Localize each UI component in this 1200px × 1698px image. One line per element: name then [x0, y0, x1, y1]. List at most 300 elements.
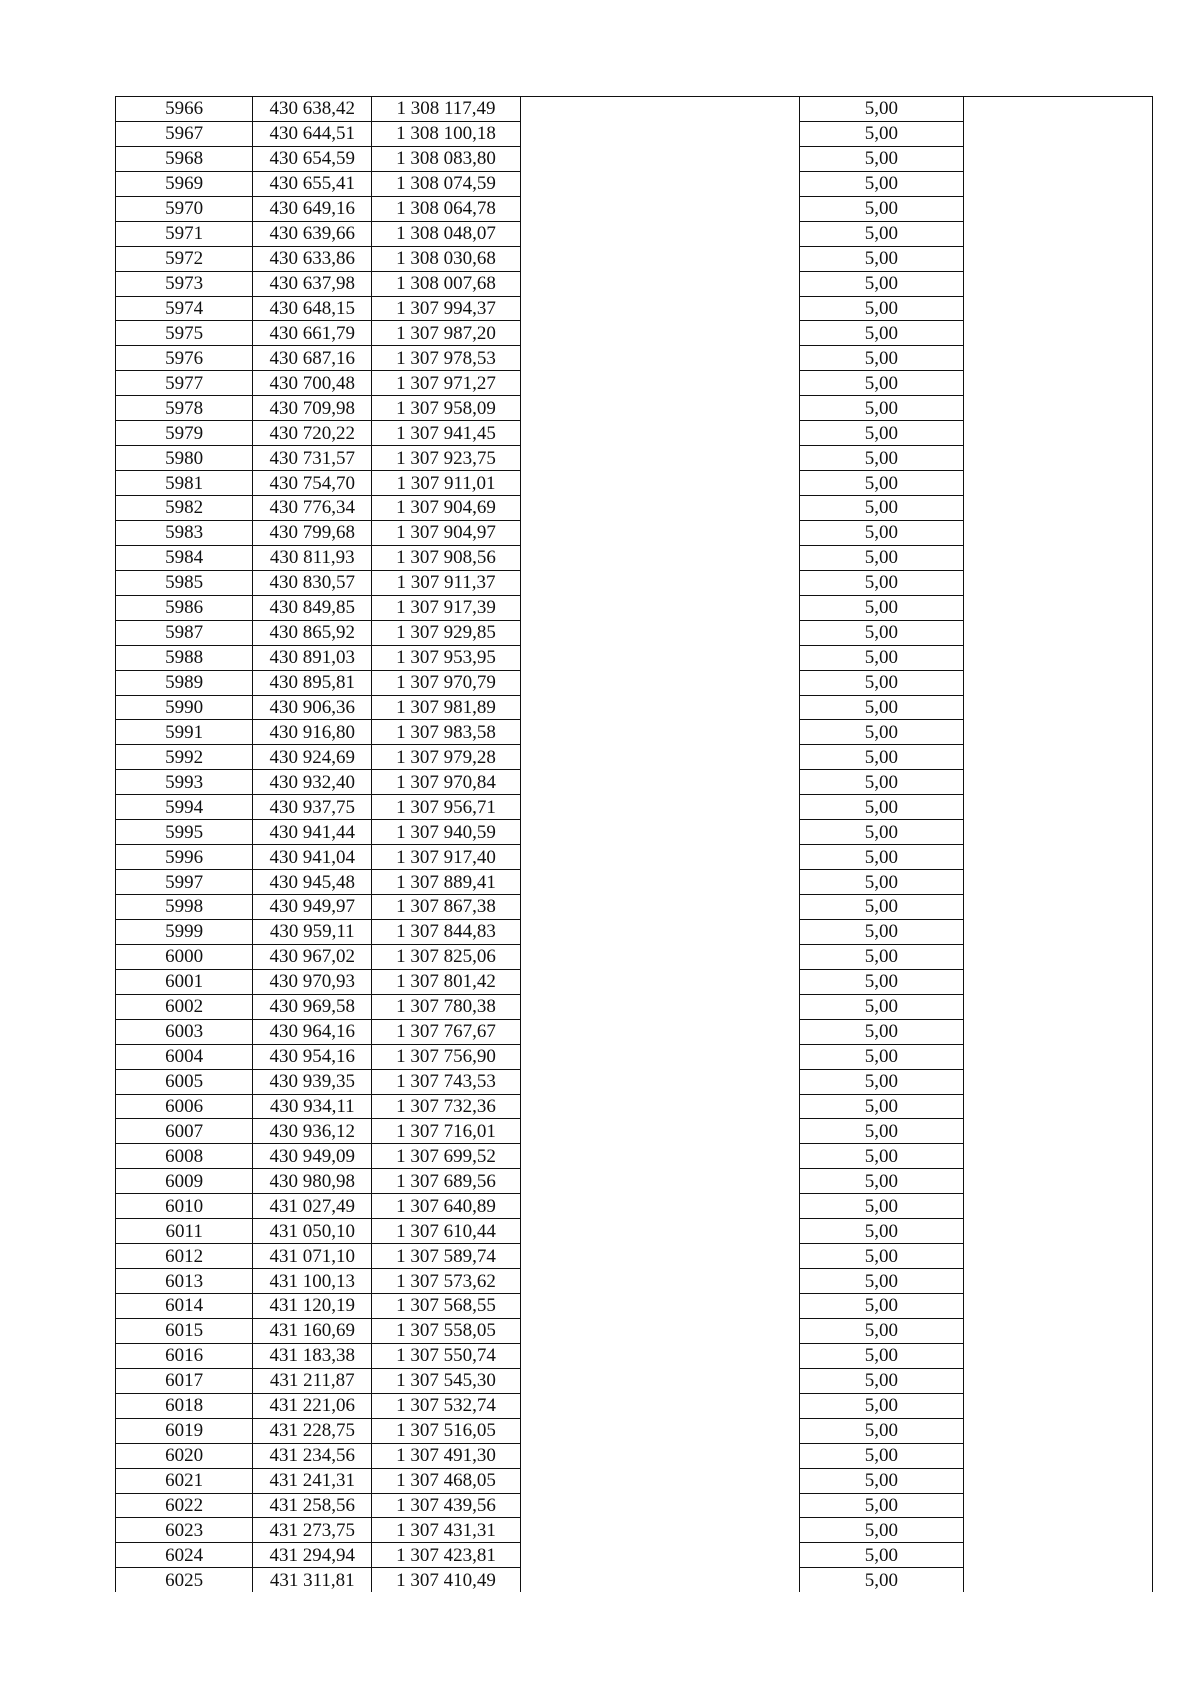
blank-cell — [963, 1543, 1152, 1568]
blank-cell — [520, 994, 799, 1019]
table-row — [116, 895, 1153, 920]
value-cell: 5,00 — [799, 795, 963, 820]
x-coordinate-cell: 430 891,03 — [253, 645, 372, 670]
blank-cell — [963, 1069, 1152, 1094]
y-coordinate-cell: 1 307 825,06 — [372, 944, 521, 969]
x-coordinate-cell: 430 906,36 — [253, 695, 372, 720]
blank-cell — [520, 1194, 799, 1219]
table-row — [116, 221, 1153, 246]
blank-cell — [520, 271, 799, 296]
table-row — [116, 620, 1153, 645]
y-coordinate-cell: 1 307 956,71 — [372, 795, 521, 820]
y-coordinate-cell: 1 307 904,69 — [372, 496, 521, 521]
point-number-cell: 6009 — [116, 1169, 253, 1194]
y-coordinate-cell: 1 308 030,68 — [372, 246, 521, 271]
y-coordinate-cell: 1 307 979,28 — [372, 745, 521, 770]
table-row — [116, 1543, 1153, 1568]
blank-cell — [520, 695, 799, 720]
value-cell: 5,00 — [799, 396, 963, 421]
x-coordinate-cell: 430 945,48 — [253, 870, 372, 895]
point-number-cell: 5967 — [116, 121, 253, 146]
value-cell: 5,00 — [799, 1294, 963, 1319]
x-coordinate-cell: 430 959,11 — [253, 919, 372, 944]
table-row — [116, 1493, 1153, 1518]
x-coordinate-cell: 431 273,75 — [253, 1518, 372, 1543]
blank-cell — [520, 296, 799, 321]
blank-cell — [520, 1543, 799, 1568]
point-number-cell: 5977 — [116, 371, 253, 396]
blank-cell — [520, 1069, 799, 1094]
point-number-cell: 5973 — [116, 271, 253, 296]
blank-cell — [963, 1318, 1152, 1343]
x-coordinate-cell: 430 849,85 — [253, 595, 372, 620]
blank-cell — [963, 994, 1152, 1019]
table-row — [116, 1169, 1153, 1194]
point-number-cell: 5995 — [116, 820, 253, 845]
y-coordinate-cell: 1 307 699,52 — [372, 1144, 521, 1169]
table-row — [116, 845, 1153, 870]
blank-cell — [963, 346, 1152, 371]
value-cell: 5,00 — [799, 346, 963, 371]
blank-cell — [520, 146, 799, 171]
y-coordinate-cell: 1 307 978,53 — [372, 346, 521, 371]
point-number-cell: 5996 — [116, 845, 253, 870]
blank-cell — [520, 845, 799, 870]
value-cell: 5,00 — [799, 496, 963, 521]
table-row — [116, 321, 1153, 346]
y-coordinate-cell: 1 307 439,56 — [372, 1493, 521, 1518]
blank-cell — [520, 745, 799, 770]
blank-cell — [963, 545, 1152, 570]
x-coordinate-cell: 430 916,80 — [253, 720, 372, 745]
y-coordinate-cell: 1 307 767,67 — [372, 1019, 521, 1044]
blank-cell — [963, 471, 1152, 496]
point-number-cell: 5979 — [116, 421, 253, 446]
table-row — [116, 296, 1153, 321]
blank-cell — [963, 1418, 1152, 1443]
point-number-cell: 5971 — [116, 221, 253, 246]
table-row — [116, 246, 1153, 271]
y-coordinate-cell: 1 307 610,44 — [372, 1219, 521, 1244]
table-row — [116, 1144, 1153, 1169]
blank-cell — [963, 1194, 1152, 1219]
value-cell: 5,00 — [799, 1219, 963, 1244]
blank-cell — [520, 1119, 799, 1144]
blank-cell — [520, 770, 799, 795]
value-cell: 5,00 — [799, 620, 963, 645]
value-cell: 5,00 — [799, 1318, 963, 1343]
table-row — [116, 1318, 1153, 1343]
value-cell: 5,00 — [799, 870, 963, 895]
x-coordinate-cell: 431 160,69 — [253, 1318, 372, 1343]
value-cell: 5,00 — [799, 1269, 963, 1294]
table-row — [116, 1294, 1153, 1319]
x-coordinate-cell: 430 709,98 — [253, 396, 372, 421]
y-coordinate-cell: 1 307 545,30 — [372, 1368, 521, 1393]
value-cell: 5,00 — [799, 520, 963, 545]
point-number-cell: 6014 — [116, 1294, 253, 1319]
blank-cell — [520, 1144, 799, 1169]
blank-cell — [963, 146, 1152, 171]
blank-cell — [520, 1244, 799, 1269]
y-coordinate-cell: 1 307 716,01 — [372, 1119, 521, 1144]
value-cell: 5,00 — [799, 770, 963, 795]
y-coordinate-cell: 1 307 640,89 — [372, 1194, 521, 1219]
blank-cell — [963, 1144, 1152, 1169]
blank-cell — [963, 1368, 1152, 1393]
y-coordinate-cell: 1 307 516,05 — [372, 1418, 521, 1443]
point-number-cell: 5980 — [116, 446, 253, 471]
point-number-cell: 5999 — [116, 919, 253, 944]
y-coordinate-cell: 1 307 889,41 — [372, 870, 521, 895]
blank-cell — [963, 645, 1152, 670]
x-coordinate-cell: 431 120,19 — [253, 1294, 372, 1319]
y-coordinate-cell: 1 307 780,38 — [372, 994, 521, 1019]
point-number-cell: 6007 — [116, 1119, 253, 1144]
blank-cell — [520, 870, 799, 895]
value-cell: 5,00 — [799, 944, 963, 969]
x-coordinate-cell: 431 183,38 — [253, 1343, 372, 1368]
y-coordinate-cell: 1 307 844,83 — [372, 919, 521, 944]
x-coordinate-cell: 430 970,93 — [253, 969, 372, 994]
y-coordinate-cell: 1 307 923,75 — [372, 446, 521, 471]
blank-cell — [520, 97, 799, 122]
table-row — [116, 1418, 1153, 1443]
blank-cell — [520, 1568, 799, 1592]
y-coordinate-cell: 1 307 994,37 — [372, 296, 521, 321]
table-row — [116, 1269, 1153, 1294]
value-cell: 5,00 — [799, 1069, 963, 1094]
table-row — [116, 820, 1153, 845]
blank-cell — [963, 720, 1152, 745]
blank-cell — [520, 645, 799, 670]
blank-cell — [963, 1044, 1152, 1069]
value-cell: 5,00 — [799, 1094, 963, 1119]
x-coordinate-cell: 431 221,06 — [253, 1393, 372, 1418]
blank-cell — [963, 1493, 1152, 1518]
x-coordinate-cell: 431 241,31 — [253, 1468, 372, 1493]
value-cell: 5,00 — [799, 1368, 963, 1393]
x-coordinate-cell: 430 661,79 — [253, 321, 372, 346]
blank-cell — [963, 1393, 1152, 1418]
x-coordinate-cell: 430 969,58 — [253, 994, 372, 1019]
x-coordinate-cell: 430 941,44 — [253, 820, 372, 845]
y-coordinate-cell: 1 307 911,01 — [372, 471, 521, 496]
y-coordinate-cell: 1 307 431,31 — [372, 1518, 521, 1543]
value-cell: 5,00 — [799, 1418, 963, 1443]
blank-cell — [963, 1219, 1152, 1244]
blank-cell — [520, 820, 799, 845]
blank-cell — [963, 620, 1152, 645]
blank-cell — [963, 820, 1152, 845]
blank-cell — [963, 296, 1152, 321]
table-row — [116, 720, 1153, 745]
blank-cell — [963, 496, 1152, 521]
blank-cell — [520, 321, 799, 346]
x-coordinate-cell: 430 954,16 — [253, 1044, 372, 1069]
blank-cell — [520, 1468, 799, 1493]
point-number-cell: 5997 — [116, 870, 253, 895]
table-row — [116, 1119, 1153, 1144]
blank-cell — [520, 795, 799, 820]
blank-cell — [963, 595, 1152, 620]
blank-cell — [963, 1019, 1152, 1044]
value-cell: 5,00 — [799, 845, 963, 870]
blank-cell — [963, 1343, 1152, 1368]
blank-cell — [963, 870, 1152, 895]
point-number-cell: 6010 — [116, 1194, 253, 1219]
y-coordinate-cell: 1 307 940,59 — [372, 820, 521, 845]
blank-cell — [520, 919, 799, 944]
x-coordinate-cell: 430 700,48 — [253, 371, 372, 396]
y-coordinate-cell: 1 307 970,79 — [372, 670, 521, 695]
y-coordinate-cell: 1 307 867,38 — [372, 895, 521, 920]
blank-cell — [963, 1568, 1152, 1592]
y-coordinate-cell: 1 307 550,74 — [372, 1343, 521, 1368]
blank-cell — [963, 446, 1152, 471]
y-coordinate-cell: 1 307 568,55 — [372, 1294, 521, 1319]
blank-cell — [963, 221, 1152, 246]
blank-cell — [963, 246, 1152, 271]
point-number-cell: 6019 — [116, 1418, 253, 1443]
blank-cell — [963, 670, 1152, 695]
value-cell: 5,00 — [799, 1169, 963, 1194]
blank-cell — [963, 1518, 1152, 1543]
blank-cell — [963, 745, 1152, 770]
x-coordinate-cell: 430 949,97 — [253, 895, 372, 920]
table-row — [116, 446, 1153, 471]
blank-cell — [963, 271, 1152, 296]
value-cell: 5,00 — [799, 595, 963, 620]
point-number-cell: 5984 — [116, 545, 253, 570]
value-cell: 5,00 — [799, 1119, 963, 1144]
x-coordinate-cell: 430 687,16 — [253, 346, 372, 371]
value-cell: 5,00 — [799, 695, 963, 720]
point-number-cell: 5969 — [116, 171, 253, 196]
blank-cell — [963, 570, 1152, 595]
y-coordinate-cell: 1 307 756,90 — [372, 1044, 521, 1069]
value-cell: 5,00 — [799, 1044, 963, 1069]
blank-cell — [520, 1019, 799, 1044]
x-coordinate-cell: 430 648,15 — [253, 296, 372, 321]
x-coordinate-cell: 430 799,68 — [253, 520, 372, 545]
value-cell: 5,00 — [799, 171, 963, 196]
y-coordinate-cell: 1 307 911,37 — [372, 570, 521, 595]
blank-cell — [520, 1518, 799, 1543]
value-cell: 5,00 — [799, 670, 963, 695]
x-coordinate-cell: 430 934,11 — [253, 1094, 372, 1119]
point-number-cell: 5975 — [116, 321, 253, 346]
y-coordinate-cell: 1 307 410,49 — [372, 1568, 521, 1592]
y-coordinate-cell: 1 307 941,45 — [372, 421, 521, 446]
table-row — [116, 870, 1153, 895]
point-number-cell: 5989 — [116, 670, 253, 695]
value-cell: 5,00 — [799, 1518, 963, 1543]
y-coordinate-cell: 1 307 732,36 — [372, 1094, 521, 1119]
table-row — [116, 994, 1153, 1019]
point-number-cell: 6021 — [116, 1468, 253, 1493]
point-number-cell: 5990 — [116, 695, 253, 720]
table-row — [116, 1019, 1153, 1044]
y-coordinate-cell: 1 308 083,80 — [372, 146, 521, 171]
blank-cell — [520, 1368, 799, 1393]
point-number-cell: 5994 — [116, 795, 253, 820]
point-number-cell: 5985 — [116, 570, 253, 595]
table-row — [116, 346, 1153, 371]
table-row — [116, 396, 1153, 421]
blank-cell — [963, 371, 1152, 396]
blank-cell — [520, 1094, 799, 1119]
point-number-cell: 5987 — [116, 620, 253, 645]
table-row — [116, 421, 1153, 446]
point-number-cell: 6001 — [116, 969, 253, 994]
table-row — [116, 1343, 1153, 1368]
blank-cell — [963, 171, 1152, 196]
y-coordinate-cell: 1 307 558,05 — [372, 1318, 521, 1343]
point-number-cell: 5970 — [116, 196, 253, 221]
y-coordinate-cell: 1 308 007,68 — [372, 271, 521, 296]
blank-cell — [520, 944, 799, 969]
blank-cell — [520, 1318, 799, 1343]
table-row — [116, 545, 1153, 570]
blank-cell — [520, 895, 799, 920]
value-cell: 5,00 — [799, 271, 963, 296]
value-cell: 5,00 — [799, 421, 963, 446]
value-cell: 5,00 — [799, 1543, 963, 1568]
blank-cell — [520, 371, 799, 396]
table-row — [116, 121, 1153, 146]
table-row — [116, 1194, 1153, 1219]
blank-cell — [520, 1393, 799, 1418]
value-cell: 5,00 — [799, 1468, 963, 1493]
x-coordinate-cell: 430 649,16 — [253, 196, 372, 221]
y-coordinate-cell: 1 307 689,56 — [372, 1169, 521, 1194]
x-coordinate-cell: 430 633,86 — [253, 246, 372, 271]
point-number-cell: 6011 — [116, 1219, 253, 1244]
table-row — [116, 1094, 1153, 1119]
blank-cell — [520, 670, 799, 695]
x-coordinate-cell: 430 939,35 — [253, 1069, 372, 1094]
point-number-cell: 6017 — [116, 1368, 253, 1393]
x-coordinate-cell: 430 639,66 — [253, 221, 372, 246]
blank-cell — [963, 196, 1152, 221]
table-row — [116, 1568, 1153, 1592]
y-coordinate-cell: 1 307 981,89 — [372, 695, 521, 720]
table-row — [116, 97, 1153, 122]
blank-cell — [963, 1169, 1152, 1194]
y-coordinate-cell: 1 307 904,97 — [372, 520, 521, 545]
table-row — [116, 1443, 1153, 1468]
x-coordinate-cell: 431 311,81 — [253, 1568, 372, 1592]
point-number-cell: 5978 — [116, 396, 253, 421]
point-number-cell: 6020 — [116, 1443, 253, 1468]
point-number-cell: 6008 — [116, 1144, 253, 1169]
point-number-cell: 6004 — [116, 1044, 253, 1069]
point-number-cell: 5991 — [116, 720, 253, 745]
x-coordinate-cell: 431 234,56 — [253, 1443, 372, 1468]
blank-cell — [520, 421, 799, 446]
table-row — [116, 695, 1153, 720]
point-number-cell: 6023 — [116, 1518, 253, 1543]
value-cell: 5,00 — [799, 221, 963, 246]
blank-cell — [520, 969, 799, 994]
value-cell: 5,00 — [799, 820, 963, 845]
point-number-cell: 5974 — [116, 296, 253, 321]
y-coordinate-cell: 1 307 743,53 — [372, 1069, 521, 1094]
blank-cell — [520, 1294, 799, 1319]
y-coordinate-cell: 1 307 423,81 — [372, 1543, 521, 1568]
value-cell: 5,00 — [799, 919, 963, 944]
point-number-cell: 6018 — [116, 1393, 253, 1418]
x-coordinate-cell: 431 211,87 — [253, 1368, 372, 1393]
blank-cell — [963, 97, 1152, 122]
table-row — [116, 496, 1153, 521]
point-number-cell: 5986 — [116, 595, 253, 620]
y-coordinate-cell: 1 307 573,62 — [372, 1269, 521, 1294]
value-cell: 5,00 — [799, 1568, 963, 1592]
point-number-cell: 5988 — [116, 645, 253, 670]
y-coordinate-cell: 1 307 970,84 — [372, 770, 521, 795]
point-number-cell: 6000 — [116, 944, 253, 969]
point-number-cell: 6002 — [116, 994, 253, 1019]
x-coordinate-cell: 431 294,94 — [253, 1543, 372, 1568]
x-coordinate-cell: 431 050,10 — [253, 1219, 372, 1244]
point-number-cell: 5983 — [116, 520, 253, 545]
x-coordinate-cell: 430 830,57 — [253, 570, 372, 595]
blank-cell — [963, 919, 1152, 944]
value-cell: 5,00 — [799, 645, 963, 670]
y-coordinate-cell: 1 307 983,58 — [372, 720, 521, 745]
point-number-cell: 5981 — [116, 471, 253, 496]
y-coordinate-cell: 1 307 801,42 — [372, 969, 521, 994]
blank-cell — [520, 471, 799, 496]
x-coordinate-cell: 430 964,16 — [253, 1019, 372, 1044]
point-number-cell: 5972 — [116, 246, 253, 271]
value-cell: 5,00 — [799, 97, 963, 122]
value-cell: 5,00 — [799, 1194, 963, 1219]
point-number-cell: 5966 — [116, 97, 253, 122]
blank-cell — [963, 1294, 1152, 1319]
blank-cell — [963, 895, 1152, 920]
value-cell: 5,00 — [799, 121, 963, 146]
table-row — [116, 969, 1153, 994]
y-coordinate-cell: 1 307 908,56 — [372, 545, 521, 570]
table-row — [116, 1069, 1153, 1094]
value-cell: 5,00 — [799, 446, 963, 471]
table-row — [116, 196, 1153, 221]
blank-cell — [963, 321, 1152, 346]
value-cell: 5,00 — [799, 994, 963, 1019]
y-coordinate-cell: 1 307 929,85 — [372, 620, 521, 645]
y-coordinate-cell: 1 307 468,05 — [372, 1468, 521, 1493]
blank-cell — [520, 520, 799, 545]
table-row — [116, 1219, 1153, 1244]
value-cell: 5,00 — [799, 296, 963, 321]
y-coordinate-cell: 1 308 064,78 — [372, 196, 521, 221]
blank-cell — [963, 396, 1152, 421]
table-row — [116, 670, 1153, 695]
x-coordinate-cell: 430 644,51 — [253, 121, 372, 146]
x-coordinate-cell: 430 895,81 — [253, 670, 372, 695]
y-coordinate-cell: 1 307 491,30 — [372, 1443, 521, 1468]
y-coordinate-cell: 1 307 953,95 — [372, 645, 521, 670]
y-coordinate-cell: 1 308 048,07 — [372, 221, 521, 246]
value-cell: 5,00 — [799, 545, 963, 570]
blank-cell — [520, 545, 799, 570]
x-coordinate-cell: 430 967,02 — [253, 944, 372, 969]
x-coordinate-cell: 430 949,09 — [253, 1144, 372, 1169]
y-coordinate-cell: 1 307 958,09 — [372, 396, 521, 421]
